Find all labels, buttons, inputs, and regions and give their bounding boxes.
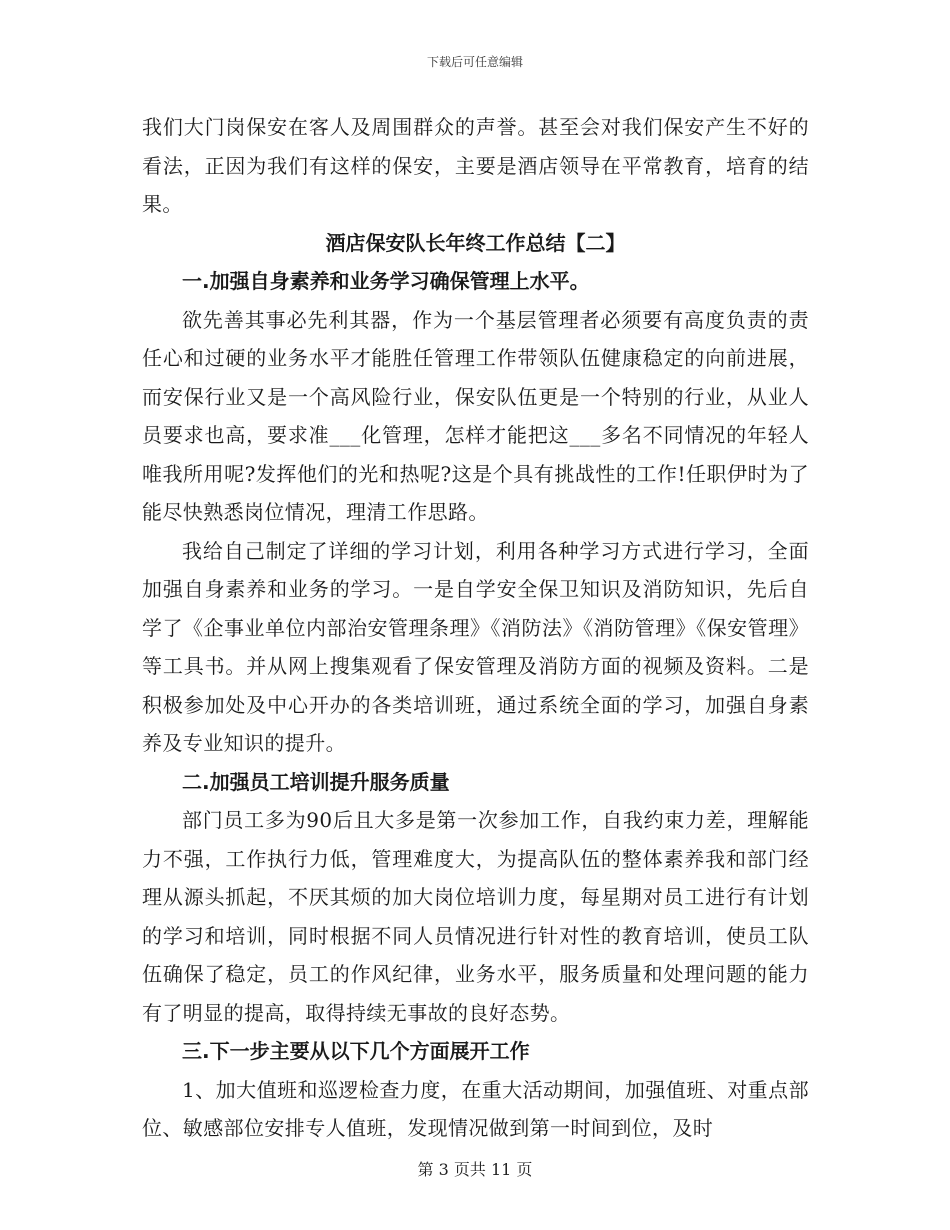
paragraph-2: 我给自己制定了详细的学习计划，利用各种学习方式进行学习，全面加强自身素养和业务的学习。一是自学安全保卫知识及消防知识，先后自学了《企事业单位内部治安管理条理》《消防法》《消防管理》《保安管理》等工具书。并从网上搜集观看了保安管理及消防方面的视频及资料。二是积极参加处及中心开办的各类培训班，通过系统全面的学习，加强自身素养及专业知识的提升。 <box>142 538 809 755</box>
heading-2: 二.加强员工培训提升服务质量 <box>182 769 450 794</box>
paragraph-4: 1、加大值班和巡逻检查力度，在重大活动期间，加强值班、对重点部位、敏感部位安排专人值班，发现情况做到第一时间到位，及时 <box>142 1077 809 1140</box>
paragraph-continuation: 我们大门岗保安在客人及周围群众的声誉。甚至会对我们保安产生不好的看法，正因为我们有这样的保安，主要是酒店领导在平常教育，培育的结果。 <box>142 115 809 216</box>
section-title: 酒店保安队长年终工作总结【二】 <box>325 230 626 255</box>
paragraph-3: 部门员工多为90后且大多是第一次参加工作，自我约束力差，理解能力不强，工作执行力低，管理难度大，为提高队伍的整体素养我和部门经理从源头抓起，不厌其烦的加大岗位培训力度，每星期对员工进行有计划的学习和培训，同时根据不同人员情况进行针对性的教育培训，使员工队伍确保了稳定，员工的作风纪律，业务水平，服务质量和处理问题的能力有了明显的提高，取得持续无事故的良好态势。 <box>142 808 809 1025</box>
document-body <box>142 108 809 1148</box>
paragraph-1: 欲先善其事必先利其器，作为一个基层管理者必须要有高度负责的责任心和过硬的业务水平才能胜任管理工作带领队伍健康稳定的向前进展，而安保行业又是一个高风险行业，保安队伍更是一个特别的行业，从业人员要求也高，要求准___化管理，怎样才能把这___多名不同情况的年轻人唯我所用呢?发挥他们的光和热呢?这是个具有挑战性的工作!任职伊时为了能尽快熟悉岗位情况，理清工作思路。 <box>142 307 809 524</box>
heading-3: 三.下一步主要从以下几个方面展开工作 <box>182 1039 530 1063</box>
page-number: 第 3 页共 11 页 <box>417 1160 533 1179</box>
header-note: 下载后可任意编辑 <box>426 55 523 69</box>
heading-1: 一.加强自身素养和业务学习确保管理上水平。 <box>182 269 590 293</box>
